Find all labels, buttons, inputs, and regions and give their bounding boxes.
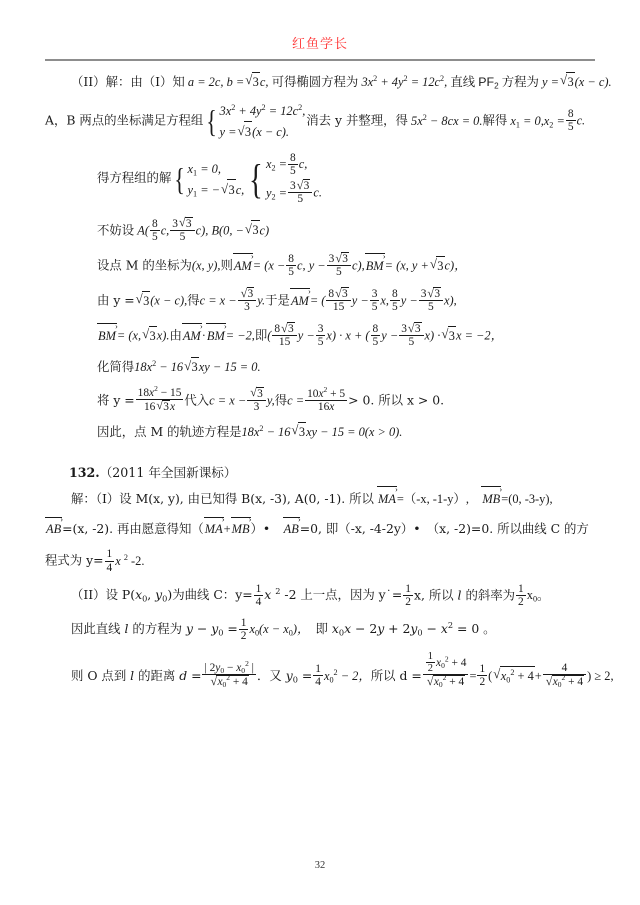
paragraph-132-part2 xyxy=(45,578,595,612)
eq-b-lhs: b = xyxy=(226,75,245,89)
part2-132-mid1: x $^2$ -2 上一点，因为 y˙= xyxy=(264,586,403,603)
point-a-open: A( xyxy=(137,223,149,238)
frac-10x2-5-16x xyxy=(305,384,347,413)
frac-1-2: $\frac{1}{2}$ xyxy=(405,582,411,608)
equals-sign: = xyxy=(469,668,477,683)
frac-den-2: 16x xyxy=(305,400,347,413)
paragraph-dot-product: BM › = (x, √ 3x).由AM › ·BM › = −2,即( $\frac{8 √ 3}{15}$ y − $\frac{3}{5}$ x) · x + ( $\frac{8}{5}$ y − $\frac{3 √ 3}{5}$ x) · √ 3x = −2， xyxy=(45,317,595,352)
therefore-d: 所以 d = xyxy=(370,667,422,683)
distance-prefix: 则 O 点到 l 的距离 d = xyxy=(71,667,202,683)
page-number: 32 xyxy=(314,860,326,871)
solutions-text: 得方程组的解 xyxy=(97,170,172,186)
frac-8-5-f: $\frac{8}{5}$ xyxy=(372,323,379,349)
eq-b-tail: c, xyxy=(259,75,269,89)
sqrt-3-l7: √ 3 xyxy=(142,326,157,346)
paragraph-132-curve-eq xyxy=(45,543,595,577)
frac-sqrt3-3: √ $\frac{3}{3}$ xyxy=(238,287,257,313)
sqrt-3-l6: √ 3 xyxy=(136,291,151,311)
ellipse-equation: $3x^2 + 4y^2 = 12c^2$, xyxy=(361,73,448,89)
frac-3sqrt3-5-b: $\frac{3 √ 3}{5}$ xyxy=(170,217,194,243)
page-header-title: 红鱼学长 xyxy=(291,37,348,52)
x1-value: $x_1 = 0$, xyxy=(510,113,544,129)
paragraph-part2-line3 xyxy=(45,146,595,211)
plus-sign-2: + xyxy=(534,668,542,683)
frac-8-5: $\frac{8}{5}$ xyxy=(567,108,574,134)
curve-c-text: =0, 即（-x, -4-2y）• （x, -2)=0. 所以曲线 C 的方 xyxy=(299,521,589,537)
system-of-equations-1 xyxy=(204,101,305,142)
paragraph-simplify xyxy=(45,352,595,381)
vector-mb-2: MB › xyxy=(231,520,251,539)
frac-1-4: $\frac{1}{4}$ xyxy=(106,548,113,574)
sqrt-3-y1: √ 3 xyxy=(221,179,236,200)
paragraph-132-distance xyxy=(45,646,614,692)
frac-1-2-d: $\frac{1}{2}$ xyxy=(479,663,486,689)
frac-1-2-c: $\frac{1}{2}$ xyxy=(240,616,247,642)
frac-4-sqrt: 4 √ $x_0^2 + 4$ xyxy=(543,662,586,688)
left-brace-2: { xyxy=(174,161,186,197)
sol2-row2: $y_2$ = $\frac{3 √ 3}{5}$ c. xyxy=(266,179,322,208)
period-mark: 。 xyxy=(537,587,550,603)
sys1-row1: $3x^2 + 4y^2 = 12c^2$, xyxy=(219,103,306,119)
solve-text: 解得 xyxy=(482,112,508,128)
curve-eq-tail: x $^2$ -2. xyxy=(115,552,145,569)
ma-value: =（-x, -1-y）, xyxy=(396,492,469,507)
distance-den: √ $x_0^2 + 4$ xyxy=(202,674,256,688)
frac-8-5-c: $\frac{8}{5}$ xyxy=(151,217,158,243)
frac-4-den: √ $x_0^2 + 4$ xyxy=(543,674,586,688)
point-m-text: 设点 M 的坐标为 xyxy=(97,257,192,273)
frac-8-5-e: $\frac{8}{5}$ xyxy=(392,288,398,314)
vector-ab-2: AB › xyxy=(283,520,300,539)
frac-big-d xyxy=(423,651,469,688)
sqrt-3-sys: √ 3 xyxy=(237,121,252,142)
plus-operator: + xyxy=(223,522,231,537)
left-brace-3: { xyxy=(249,156,263,202)
document-body xyxy=(45,61,614,692)
sqrt-3-line: √ 3 xyxy=(560,72,575,92)
frac-3-5: $\frac{3}{5}$ xyxy=(371,288,378,314)
assume-text: 不妨设 xyxy=(97,222,135,238)
trajectory-eq-b: xy − 15 = 0(x > 0). xyxy=(306,424,403,439)
simplified-eq-a: $18x^2 - 16$ xyxy=(134,359,184,375)
eliminate-y-text: 消去 y 并整理，得 xyxy=(306,112,408,128)
positivity-text: > 0. 所以 x > 0. xyxy=(348,392,445,408)
problem-number: 132. xyxy=(69,465,100,481)
line-eq-tail-2: 即 $x_0x - 2y + 2y_0 - x^2 = 0$ 。 xyxy=(315,620,496,638)
part2-label: （II）解：由（I）知 xyxy=(71,74,185,89)
sqrt-3-b: √ 3 xyxy=(245,72,260,92)
paragraph-points-ab: 不妨设 A( $\frac{8}{5}$ c, $\frac{3 √ 3}{5}$ c), B(0, − √ 3c) xyxy=(45,212,595,247)
sys1-row2: y = √ 3(x − c). xyxy=(219,121,305,142)
vector-ab: AB › xyxy=(45,520,62,539)
vector-ma: MA › xyxy=(377,490,397,509)
system-solution-1 xyxy=(172,159,244,200)
left-brace: { xyxy=(206,103,218,139)
part2-132-prefix: （II）设 $P(x_0$, $y_0$)为曲线 C：y= xyxy=(71,587,253,604)
sqrt-3-l10: √ 3 xyxy=(291,422,306,442)
frac-8sqrt3-15: $\frac{8 √ 3}{15}$ xyxy=(326,287,350,313)
sol1-row2: $y_1$ = − √ 3c, xyxy=(188,179,245,200)
paragraph-substitute-c: 由 y = √ 3(x − c),得c = x − √ $\frac{3}{3}$ y.于是AM › = ( $\frac{8 √ 3}{15}$ y − $\frac{3}{5}$ x, $\frac{8}{5}$ y − $\frac{3 √ 3}{5}$ x), xyxy=(45,282,595,317)
frac-8sqrt3-15-b: $\frac{8 √ 3}{15}$ xyxy=(272,322,296,348)
quadratic-eq: $5x^2 - 8cx = 0$. xyxy=(411,112,483,128)
frac-3sqrt3-5-d: $\frac{3 √ 3}{5}$ xyxy=(419,287,443,313)
paragraph-132-part1 xyxy=(45,483,595,513)
frac-8-5-b: $\frac{8}{5}$ xyxy=(290,151,296,177)
frac-sqrt3-3-b: √ $\frac{3}{3}$ xyxy=(247,387,266,413)
frac-1-4-c: $\frac{1}{4}$ xyxy=(315,663,321,689)
frac-distance xyxy=(202,659,256,690)
close-paren-ge2: ) ≥ 2, xyxy=(587,668,614,683)
frac-1-2-b: $\frac{1}{2}$ xyxy=(518,582,524,608)
vector-am-2: AM › xyxy=(290,292,310,311)
ab-value: =(x, -2). 再由愿意得知（ xyxy=(62,521,204,537)
sqrt-3-l7b: √ 3 xyxy=(441,326,456,346)
frac-18x2-15-16sqrt3x xyxy=(136,383,184,413)
sqrt-3-bm: √ 3 xyxy=(430,256,445,276)
frac-3sqrt3-5: $\frac{3 √ 3}{5}$ xyxy=(288,179,312,205)
mb-value: =(0, -3-y), xyxy=(501,492,553,507)
sqrt-x02-4: √ $x_0^2 + 4$ xyxy=(493,666,535,686)
substitute-text: 将 y = xyxy=(97,392,135,408)
frac-8-5-d: $\frac{8}{5}$ xyxy=(288,252,294,279)
big-num: $\frac{1}{2}$ $x_0^2 + 4$ xyxy=(427,650,467,675)
vector-am: AM › xyxy=(233,257,253,276)
paragraph-conclusion xyxy=(45,417,595,446)
part2-132-tail: $x_0$ xyxy=(526,588,538,604)
y0-tail: $x_0^2 - 2$， xyxy=(323,667,371,685)
from-y-text: 由 y = xyxy=(97,292,135,308)
line-text: 直线 xyxy=(450,74,476,89)
frac-den: 16 √ 3x xyxy=(136,399,184,413)
paragraph-part2-line2: A，B 两点的坐标满足方程组 { $3x^2 + 4y^2 = 12c^2$, y = √ 3(x − c). 消去 y 并整理，得 $5x^2 - 8cx = 0$.解得 $x_1 = 0,x_2$ = $\frac{8}{5}$ c. xyxy=(45,96,595,146)
paragraph-132-line-eq xyxy=(45,612,595,646)
frac-num-2: $10x^2 + 5$ xyxy=(307,384,346,400)
line-eq-mid: $x_0(x - x_0)$， xyxy=(249,622,304,638)
vector-ma-2: MA › xyxy=(204,520,224,539)
paragraph-vectors-def: 设点 M 的坐标为(x, y),则AM › = (x − $\frac{8}{5}$ c, y − $\frac{3 √ 3}{5}$ c),BM › = (x, y + √ 3c)， xyxy=(45,247,595,282)
big-den: √ $x_0^2 + 4$ xyxy=(423,674,469,688)
dot-operator: · xyxy=(201,328,206,343)
problem-132-heading xyxy=(45,446,595,483)
frac-3sqrt3-5-c: $\frac{3 √ 3}{5}$ xyxy=(327,252,351,278)
problem-source: （2011 年全国新课标） xyxy=(99,465,237,481)
curve-eq-prefix: 程式为 y= xyxy=(45,553,104,569)
trajectory-eq-a: $18x^2 - 16$ xyxy=(241,423,291,439)
simplified-eq-b: xy − 15 = 0. xyxy=(198,360,261,375)
vector-mb: MB › xyxy=(481,490,501,509)
part2-132-mid2: x, 所以 l 的斜率为 xyxy=(413,587,516,603)
paragraph-part2-line1 xyxy=(45,67,612,96)
line-eq-tail: (x − c). xyxy=(574,75,612,89)
frac-1-4-b: $\frac{1}{4}$ xyxy=(255,582,262,608)
sqrt-3-l8: √ 3 xyxy=(184,357,199,377)
line-eq-prefix: 因此直线 l 的方程为 $y - y_0$ = xyxy=(71,621,238,638)
vector-bm-3: BM › xyxy=(206,327,226,346)
paragraph-132-part1b xyxy=(45,513,595,543)
conclusion-text: 因此，点 M 的轨迹方程是 xyxy=(97,423,242,439)
eq-a-2c: a = 2c, xyxy=(187,75,224,89)
vector-am-3: AM › xyxy=(182,327,202,346)
frac-num: $18x^2 - 15$ xyxy=(137,383,182,399)
simplify-text: 化简得 xyxy=(97,359,135,375)
equation-text: 方程为 xyxy=(501,74,539,89)
open-paren: ( xyxy=(488,668,493,683)
vector-bm: BM › xyxy=(365,257,385,276)
sol1-row1: $x_1 = 0$, xyxy=(187,162,221,178)
ellipse-text: 可得椭圆方程为 xyxy=(271,74,359,89)
vector-bm-2: BM › xyxy=(97,327,117,346)
system-solution-2 xyxy=(246,151,322,207)
x2-lhs: $x_2$ = xyxy=(543,113,565,129)
solution-lead: 解：（Ⅰ）设 M(x, y), 由已知得 B(x, -3), A(0, -1). 所以 xyxy=(71,491,374,507)
line-eq-lhs: y = xyxy=(542,75,559,89)
sol2-row1: $x_2$ = $\frac{8}{5}$ c, xyxy=(265,151,308,177)
ab-points-text: A，B 两点的坐标满足方程组 xyxy=(45,112,204,128)
frac-3sqrt3-5-e: $\frac{3 √ 3}{5}$ xyxy=(399,322,423,348)
distance-num: | $2y_0 - x_0^2$ | xyxy=(204,659,254,676)
distance-mid: ．又 $y_0$ = xyxy=(256,667,313,685)
frac-3-5-b: $\frac{3}{5}$ xyxy=(317,323,324,349)
pf2-label: $PF_2$ xyxy=(478,75,499,91)
close-dot: ）• xyxy=(250,521,271,537)
sqrt-3-pointb: √ 3 xyxy=(245,220,260,240)
paragraph-back-substitute: 将 y = $\frac{18x^2 - 15}{16 √ 3x}$ 代入c = x − √ $\frac{3}{3}$ y,得c = $\frac{10x^2 + 5}{16x}$ > 0. 所以 x > 0. xyxy=(45,382,595,417)
